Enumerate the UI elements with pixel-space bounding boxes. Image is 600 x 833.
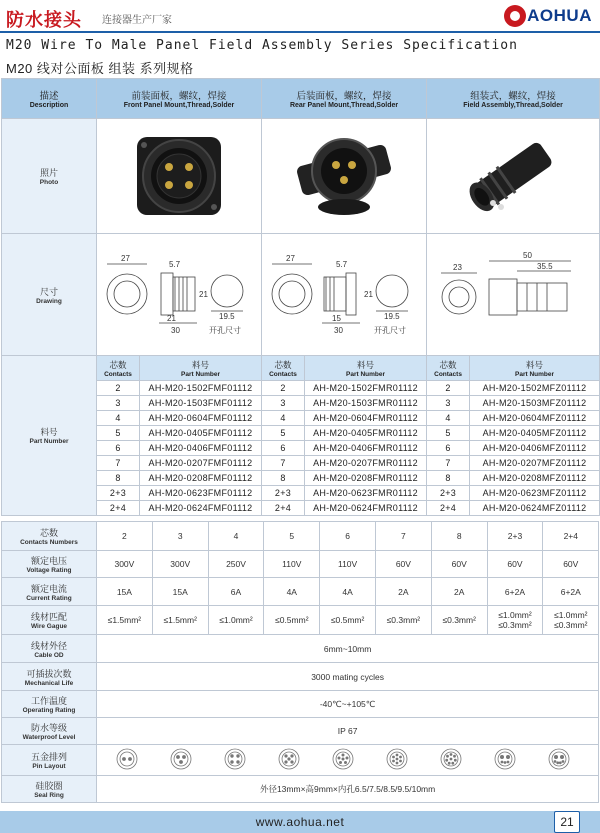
- table-cell: AH-M20-0624FMR01112: [305, 501, 427, 516]
- cell-text: Contacts: [434, 370, 462, 378]
- table-cell: AH-M20-0405FMR01112: [305, 426, 427, 441]
- cell-text: 料号: [192, 359, 210, 370]
- table-cell: AH-M20-0405MFZ01112: [470, 426, 600, 441]
- table-cell: [305, 356, 427, 381]
- table-cell: IP 67: [97, 718, 599, 745]
- pin-layout-3-icon: [171, 749, 191, 769]
- table-cell: AH-M20-0208FMR01112: [305, 471, 427, 486]
- cell-text: Waterproof Level: [22, 734, 76, 741]
- dim-23: 23: [452, 262, 462, 272]
- table-cell: [140, 356, 262, 381]
- table-cell: 110V: [320, 551, 376, 578]
- table-cell: AH-M20-0406MFZ01112: [470, 441, 600, 456]
- table-cell: AH-M20-1502FMR01112: [305, 381, 427, 396]
- cell-text: Part Number: [346, 370, 386, 378]
- table-cell: 2: [427, 381, 470, 396]
- cell-text: Contacts: [269, 370, 297, 378]
- dim-19-5: 19.5: [219, 311, 235, 321]
- table-cell: [2, 635, 97, 663]
- table-cell: 110V: [264, 551, 320, 578]
- table-cell: 60V: [487, 551, 543, 578]
- dim-30: 30: [171, 325, 180, 335]
- cell-text: Part Number: [515, 370, 555, 378]
- pin-layout-diagram: [103, 746, 593, 772]
- cell-text: Photo: [39, 179, 59, 186]
- top-bar: [0, 0, 600, 34]
- cell-text: Contacts Numbers: [20, 539, 78, 546]
- logo-text: AOHUA: [527, 6, 592, 25]
- drawing-row: [2, 234, 600, 356]
- cell-text: Wire Gague: [30, 623, 68, 630]
- table-cell: AH-M20-0406FMF01112: [140, 441, 262, 456]
- part-number-subheader: [2, 356, 600, 381]
- table-cell: 15A: [97, 578, 153, 606]
- table-cell: 2A: [431, 578, 487, 606]
- cell-text: 料号: [526, 359, 544, 370]
- rear-mount-dimension-drawing: [264, 239, 424, 349]
- cell-text: 额定电压: [30, 556, 67, 566]
- cell-text: 描述: [39, 91, 59, 102]
- table-cell: 8: [97, 471, 140, 486]
- voltage-row: [2, 551, 599, 578]
- table-cell: AH-M20-0604FMF01112: [140, 411, 262, 426]
- table-cell: [2, 663, 97, 691]
- table-cell: 3: [97, 396, 140, 411]
- table-cell: AH-M20-1502FMF01112: [140, 381, 262, 396]
- table-cell: 60V: [543, 551, 599, 578]
- table-cell: AH-M20-0624MFZ01112: [470, 501, 600, 516]
- wire-gauge-row: [2, 606, 599, 635]
- dim-15: 15: [332, 313, 341, 323]
- cell-text: 线材匹配: [30, 612, 67, 622]
- pin-layout-2plus3-icon: [495, 749, 515, 769]
- table-cell: [2, 522, 97, 551]
- table-cell: AH-M20-0207FMF01112: [140, 456, 262, 471]
- table-cell: 7: [375, 522, 431, 551]
- table-cell: [2, 718, 97, 745]
- table-cell: 5: [264, 522, 320, 551]
- table-cell: AH-M20-0604FMR01112: [305, 411, 427, 426]
- logo-ring-icon: [504, 5, 526, 27]
- front-mount-header: [97, 79, 262, 119]
- header-row: [2, 79, 600, 119]
- table-cell: 2+3: [97, 486, 140, 501]
- table-cell: 15A: [152, 578, 208, 606]
- table-cell: 5: [427, 426, 470, 441]
- table-cell: ≤0.3mm²: [375, 606, 431, 635]
- pin-layout-7-icon: [387, 749, 407, 769]
- cell-text: 料号: [40, 427, 58, 437]
- table-cell: 6+2A: [543, 578, 599, 606]
- table-cell: ≤0.3mm²: [431, 606, 487, 635]
- cell-text: 前装面板，螺纹，焊接: [131, 91, 227, 102]
- dim-5-7: 5.7: [169, 259, 181, 269]
- cell-text: 芯数: [439, 359, 457, 370]
- table-cell: 6mm~10mm: [97, 635, 599, 663]
- cell-text: ≤1.0mm²: [498, 610, 532, 620]
- table-cell: 2: [97, 522, 153, 551]
- table-cell: [427, 356, 470, 381]
- pin-layout-row: [2, 745, 599, 776]
- table-cell: 6: [262, 441, 305, 456]
- pin-layout-6-icon: [333, 749, 353, 769]
- cell-text: ≤1.0mm²: [554, 610, 588, 620]
- table-cell: 300V: [97, 551, 153, 578]
- header-divider: [0, 31, 600, 33]
- front-mount-photo: [97, 119, 262, 234]
- dim-19-5: 19.5: [384, 311, 400, 321]
- rear-mount-drawing: [262, 234, 427, 356]
- cell-text: 五金排列: [30, 752, 67, 762]
- table-cell: AH-M20-0207FMR01112: [305, 456, 427, 471]
- dim-27: 27: [286, 253, 295, 263]
- table-cell: AH-M20-0624FMF01112: [140, 501, 262, 516]
- cell-text: Description: [29, 102, 69, 109]
- pin-layout-2-icon: [117, 749, 137, 769]
- field-assembly-photo: [427, 119, 600, 234]
- mechanical-life-row: [2, 663, 599, 691]
- table-cell: AH-M20-0208MFZ01112: [470, 471, 600, 486]
- cell-text: 可插拔次数: [26, 668, 72, 679]
- table-cell: [2, 606, 97, 635]
- brand-title: 防水接头: [6, 10, 82, 31]
- table-cell: ≤0.5mm²: [320, 606, 376, 635]
- aohua-logo: [504, 4, 592, 28]
- table-cell: 5: [97, 426, 140, 441]
- pin-layout-8-icon: [441, 749, 461, 769]
- table-cell: AH-M20-0208FMF01112: [140, 471, 262, 486]
- table-cell: 4A: [320, 578, 376, 606]
- cell-text: ≤0.3mm²: [554, 620, 588, 630]
- seal-ring-row: [2, 776, 599, 803]
- cable-od-row: [2, 635, 599, 663]
- dim-50: 50: [522, 250, 532, 260]
- table-cell: 3000 mating cycles: [97, 663, 599, 691]
- contacts-row: [2, 522, 599, 551]
- table-cell: 4A: [264, 578, 320, 606]
- desc-header: [2, 79, 97, 119]
- table-cell: 7: [262, 456, 305, 471]
- table-cell: AH-M20-0623FMF01112: [140, 486, 262, 501]
- dim-21: 21: [364, 289, 373, 299]
- table-cell: 6+2A: [487, 578, 543, 606]
- waterproof-row: [2, 718, 599, 745]
- table-cell: 2+3: [262, 486, 305, 501]
- cell-text: 防水等级: [30, 723, 67, 733]
- pin-layout-2plus4-icon: [549, 749, 569, 769]
- cell-text: Contacts: [104, 370, 132, 378]
- table-cell: 4: [262, 411, 305, 426]
- cell-text: 料号: [357, 359, 375, 370]
- cell-text: Rear Panel Mount,Thread,Solder: [289, 102, 399, 109]
- table-cell: 外径13mm×高9mm×内孔6.5/7.5/8.5/9.5/10mm: [97, 776, 599, 803]
- field-assembly-header: [427, 79, 600, 119]
- table-cell: 4: [208, 522, 264, 551]
- table-cell: 4: [97, 411, 140, 426]
- page-title-cn: M20 线对公面板 组装 系列规格: [6, 61, 194, 76]
- cell-text: Operating Rating: [22, 707, 76, 714]
- table-cell: [487, 606, 543, 635]
- pin-layout-5-icon: [279, 749, 299, 769]
- cell-text: Cable OD: [34, 651, 64, 659]
- table-cell: AH-M20-0623FMR01112: [305, 486, 427, 501]
- table-cell: AH-M20-0405FMF01112: [140, 426, 262, 441]
- table-cell: 5: [262, 426, 305, 441]
- cell-text: 芯数: [274, 359, 292, 370]
- cell-text: Part Number: [181, 370, 221, 378]
- page-title-en: M20 Wire To Male Panel Field Assembly Series Specification: [6, 38, 518, 53]
- rear-mount-photo: [262, 119, 427, 234]
- table-cell: 60V: [431, 551, 487, 578]
- rear-mount-connector-image: [284, 125, 404, 225]
- field-assembly-connector-image: [453, 125, 573, 225]
- field-assembly-dimension-drawing: [431, 239, 596, 349]
- page-number: 21: [554, 811, 580, 833]
- table-cell: AH-M20-1502MFZ01112: [470, 381, 600, 396]
- table-cell: -40℃~+105℃: [97, 691, 599, 718]
- table-cell: ≤1.5mm²: [97, 606, 153, 635]
- table-cell: 3: [262, 396, 305, 411]
- table-cell: 2+4: [97, 501, 140, 516]
- table-cell: 8: [427, 471, 470, 486]
- table-cell: 8: [262, 471, 305, 486]
- cell-text: Mechanical Life: [24, 679, 74, 687]
- cell-text: Drawing: [36, 297, 62, 305]
- table-cell: 2+4: [262, 501, 305, 516]
- photo-row: [2, 119, 600, 234]
- table-cell: 4: [427, 411, 470, 426]
- table-cell: AH-M20-1503FMR01112: [305, 396, 427, 411]
- table-cell: AH-M20-0623MFZ01112: [470, 486, 600, 501]
- cell-text: 照片: [39, 168, 58, 178]
- cell-text: Front Panel Mount,Thread,Solder: [123, 102, 235, 109]
- cell-text: 硅胶圈: [35, 781, 63, 791]
- cell-text: Pin Layout: [32, 763, 66, 770]
- table-cell: [97, 356, 140, 381]
- cell-text: 额定电流: [30, 583, 67, 594]
- cell-text: Seal Ring: [34, 792, 64, 799]
- photo-label: [2, 119, 97, 234]
- pin-layout-icons: [97, 745, 599, 776]
- table-cell: [543, 606, 599, 635]
- part-number-label: [2, 356, 97, 516]
- dim-21b: 21: [167, 313, 176, 323]
- dim-21: 21: [199, 289, 208, 299]
- table-cell: 2: [262, 381, 305, 396]
- cell-text: 芯数: [39, 528, 58, 538]
- table-cell: 60V: [375, 551, 431, 578]
- table-cell: 3: [152, 522, 208, 551]
- table-cell: 3: [427, 396, 470, 411]
- table-cell: 300V: [152, 551, 208, 578]
- cell-text: 芯数: [109, 359, 127, 370]
- cell-text: 后装面板，螺纹，焊接: [296, 91, 392, 102]
- table-cell: [2, 776, 97, 803]
- dim-27: 27: [121, 253, 130, 263]
- table-cell: 7: [427, 456, 470, 471]
- table-cell: 6A: [208, 578, 264, 606]
- pin-layout-4-icon: [225, 749, 245, 769]
- cell-text: 组装式，螺纹，焊接: [470, 91, 556, 102]
- front-mount-drawing: [97, 234, 262, 356]
- dim-30: 30: [334, 325, 343, 335]
- table-cell: [470, 356, 600, 381]
- temperature-row: [2, 691, 599, 718]
- cell-text: Part Number: [29, 438, 69, 445]
- table-cell: ≤1.0mm²: [208, 606, 264, 635]
- table-cell: [2, 551, 97, 578]
- cell-text: Voltage Rating: [26, 567, 72, 574]
- front-mount-connector-image: [119, 125, 239, 225]
- table-cell: [2, 691, 97, 718]
- dim-5-7: 5.7: [336, 259, 348, 269]
- table-cell: ≤0.5mm²: [264, 606, 320, 635]
- table-cell: 2+4: [427, 501, 470, 516]
- table-cell: 6: [320, 522, 376, 551]
- footer-website[interactable]: www.aohua.net: [255, 815, 345, 829]
- table-cell: 2+3: [487, 522, 543, 551]
- table-cell: [2, 745, 97, 776]
- table-cell: [262, 356, 305, 381]
- table-cell: 8: [431, 522, 487, 551]
- cell-text: Current Rating: [26, 594, 72, 602]
- table-cell: 2+3: [427, 486, 470, 501]
- table-cell: AH-M20-1503MFZ01112: [470, 396, 600, 411]
- table-cell: 2+4: [543, 522, 599, 551]
- table-cell: [2, 578, 97, 606]
- cell-text: Field Assembly,Thread,Solder: [463, 102, 563, 109]
- dim-35-5: 35.5: [536, 261, 553, 271]
- table-cell: AH-M20-0406FMR01112: [305, 441, 427, 456]
- drawing-label: [2, 234, 97, 356]
- table-cell: AH-M20-0604MFZ01112: [470, 411, 600, 426]
- table-cell: 6: [427, 441, 470, 456]
- footer-bar: [0, 811, 600, 833]
- table-cell: 2: [97, 381, 140, 396]
- table-cell: 7: [97, 456, 140, 471]
- spec-table: [1, 78, 600, 516]
- table-cell: 6: [97, 441, 140, 456]
- brand-subtitle: 连接器生产厂家: [102, 15, 172, 26]
- table-cell: 250V: [208, 551, 264, 578]
- spec-values-table: [1, 521, 599, 803]
- rear-mount-header: [262, 79, 427, 119]
- table-cell: ≤1.5mm²: [152, 606, 208, 635]
- table-cell: 2A: [375, 578, 431, 606]
- table-cell: AH-M20-1503FMF01112: [140, 396, 262, 411]
- front-mount-dimension-drawing: [99, 239, 259, 349]
- field-assembly-drawing: [427, 234, 600, 356]
- cell-text: 线材外径: [30, 640, 67, 651]
- table-cell: AH-M20-0207MFZ01112: [470, 456, 600, 471]
- cell-text: ≤0.3mm²: [498, 620, 532, 630]
- hole-size-label: 开孔尺寸: [209, 325, 241, 335]
- current-row: [2, 578, 599, 606]
- cell-text: 工作温度: [30, 696, 67, 706]
- hole-size-label: 开孔尺寸: [374, 325, 407, 335]
- cell-text: 尺寸: [39, 286, 58, 297]
